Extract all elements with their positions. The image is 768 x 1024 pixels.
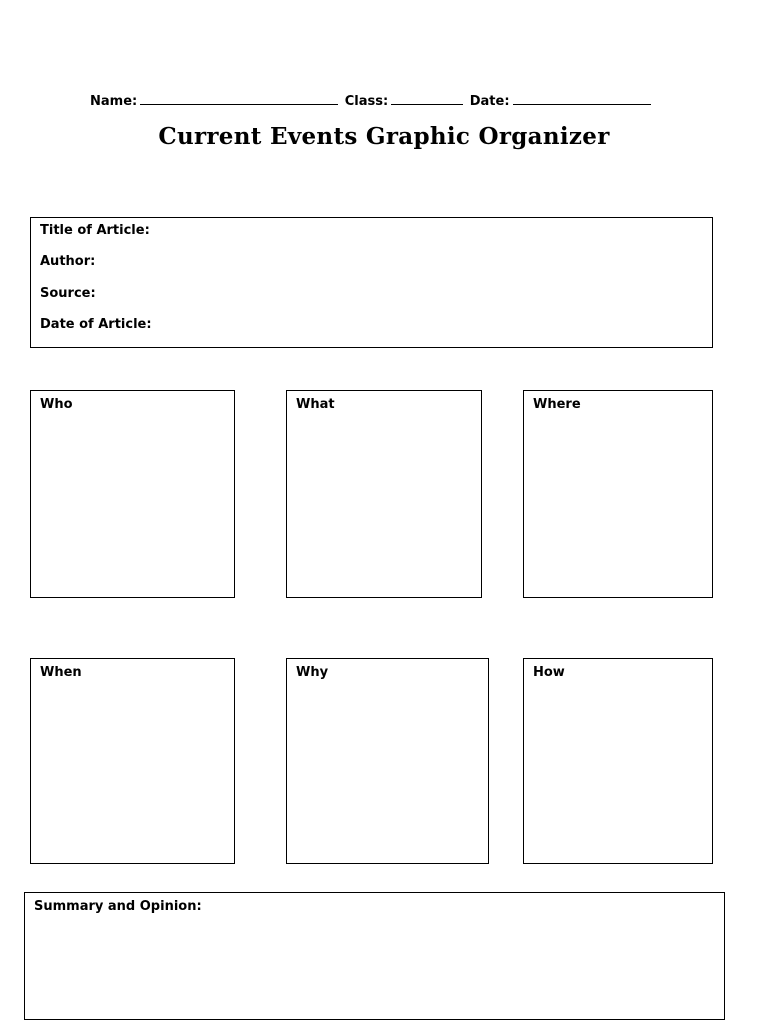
how-label: How	[533, 665, 565, 680]
date-label: Date:	[469, 94, 510, 109]
name-blank[interactable]	[140, 92, 338, 105]
summary-box[interactable]	[24, 892, 725, 1020]
where-box[interactable]	[523, 390, 713, 598]
when-box[interactable]	[30, 658, 235, 864]
where-label: Where	[533, 397, 581, 412]
article-author-label: Author:	[40, 254, 96, 269]
what-box[interactable]	[286, 390, 482, 598]
name-label: Name:	[90, 94, 138, 109]
student-info-line	[90, 92, 690, 110]
who-label: Who	[40, 397, 73, 412]
page-title: Current Events Graphic Organizer	[158, 123, 610, 150]
date-blank[interactable]	[513, 92, 651, 105]
summary-label: Summary and Opinion:	[34, 899, 202, 914]
article-source-label: Source:	[40, 286, 96, 301]
class-label: Class:	[344, 94, 389, 109]
why-box[interactable]	[286, 658, 489, 864]
article-info-box[interactable]	[30, 217, 713, 348]
who-box[interactable]	[30, 390, 235, 598]
why-label: Why	[296, 665, 329, 680]
article-date-label: Date of Article:	[40, 317, 152, 332]
how-box[interactable]	[523, 658, 713, 864]
class-blank[interactable]	[391, 92, 463, 105]
what-label: What	[296, 397, 335, 412]
article-title-label: Title of Article:	[40, 223, 150, 238]
when-label: When	[40, 665, 82, 680]
